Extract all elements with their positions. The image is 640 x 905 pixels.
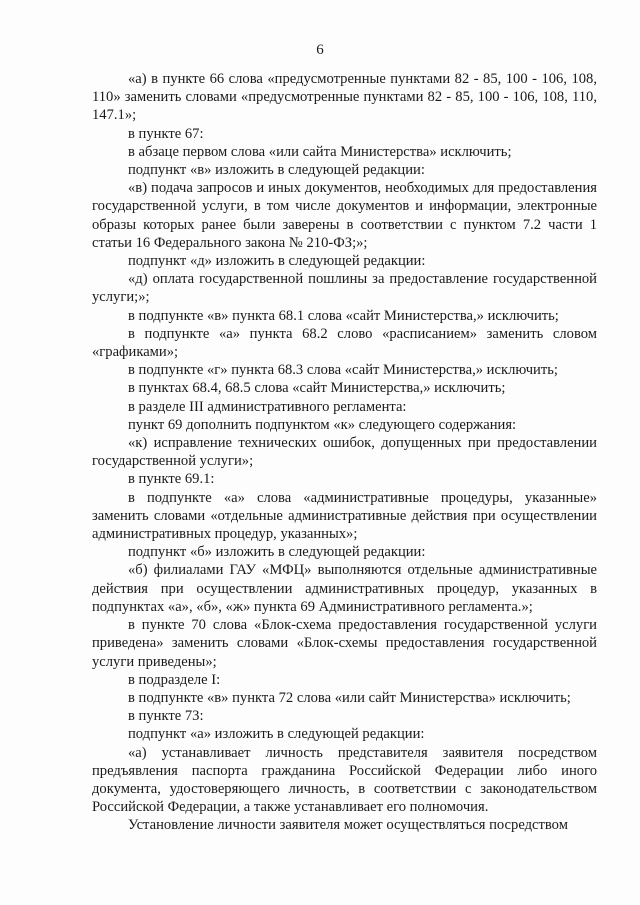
- paragraph: пункт 69 дополнить подпунктом «к» следующего содержания:: [128, 416, 517, 433]
- paragraph: в пункте 70 слова «Блок-схема предоставления государственной услуги приведена» заменить словами «Блок-схемы предоставления государственной услуги приведены»;: [92, 617, 597, 670]
- paragraph: в подпункте «г» пункта 68.3 слова «сайт Министерства,» исключить;: [128, 362, 558, 379]
- paragraph: «д) оплата государственной пошлины за предоставление государственной услуги;»;: [92, 271, 597, 306]
- paragraph: подпункт «в» изложить в следующей редакции:: [128, 162, 425, 179]
- paragraph: «к) исправление технических ошибок, допущенных при предоставлении государственной услуги»;: [92, 435, 597, 470]
- paragraph: в пункте 69.1:: [128, 471, 215, 488]
- paragraph: в подпункте «в» пункта 68.1 слова «сайт Министерства,» исключить;: [128, 307, 559, 324]
- paragraph: «б) филиалами ГАУ «МФЦ» выполняются отдельные административные действия при осуществлении административных процедур, указанных в подпунктах «а», «б», «ж» пункта 69 Административного регламента.»;: [92, 562, 597, 615]
- paragraph: в подразделе I:: [128, 671, 221, 688]
- paragraph: «в) подача запросов и иных документов, необходимых для предоставления государственной услуги, в том числе документов и информации, электронные образы которых ранее были заверены в соответствии с пунктом 7.2 части 1 статьи 16 Федерального закона № 210-ФЗ;»;: [92, 180, 597, 251]
- paragraph: в пункте 67:: [128, 125, 204, 142]
- paragraph: в разделе III административного регламента:: [128, 398, 407, 415]
- paragraph: в пункте 73:: [128, 708, 204, 725]
- paragraph: в подпункте «а» слова «административные процедуры, указанные» заменить словами «отдельные административные действия при осуществлении административных процедур, указанных»;: [92, 489, 597, 543]
- paragraph: Установление личности заявителя может осуществляться посредством: [128, 817, 568, 834]
- paragraph: подпункт «а» изложить в следующей редакции:: [128, 726, 425, 743]
- paragraph: подпункт «д» изложить в следующей редакции:: [128, 253, 426, 270]
- page-number: 6: [316, 42, 324, 58]
- paragraph: в пунктах 68.4, 68.5 слова «сайт Министерства,» исключить;: [128, 380, 506, 397]
- paragraph: подпункт «б» изложить в следующей редакции:: [128, 544, 426, 561]
- paragraph: в подпункте «в» пункта 72 слова «или сайт Министерства» исключить;: [128, 689, 571, 706]
- paragraph: в подпункте «а» пункта 68.2 слово «расписанием» заменить словом «графиками»;: [92, 325, 597, 361]
- paragraph: «а) в пункте 66 слова «предусмотренные пунктами 82 - 85, 100 - 106, 108, 110» заменить словами «предусмотренные пунктами 82 - 85, 100 - 106, 108, 110, 147.1»;: [92, 71, 597, 124]
- paragraph: в абзаце первом слова «или сайта Министерства» исключить;: [128, 143, 512, 160]
- document-body: [92, 70, 597, 835]
- paragraph: «а) устанавливает личность представителя заявителя посредством предъявления паспорта гражданина Российской Федерации либо иного документа, удостоверяющего личность, в соответствии с законодательством Российской Федерации, а также устанавливает его полномочия.: [92, 744, 597, 816]
